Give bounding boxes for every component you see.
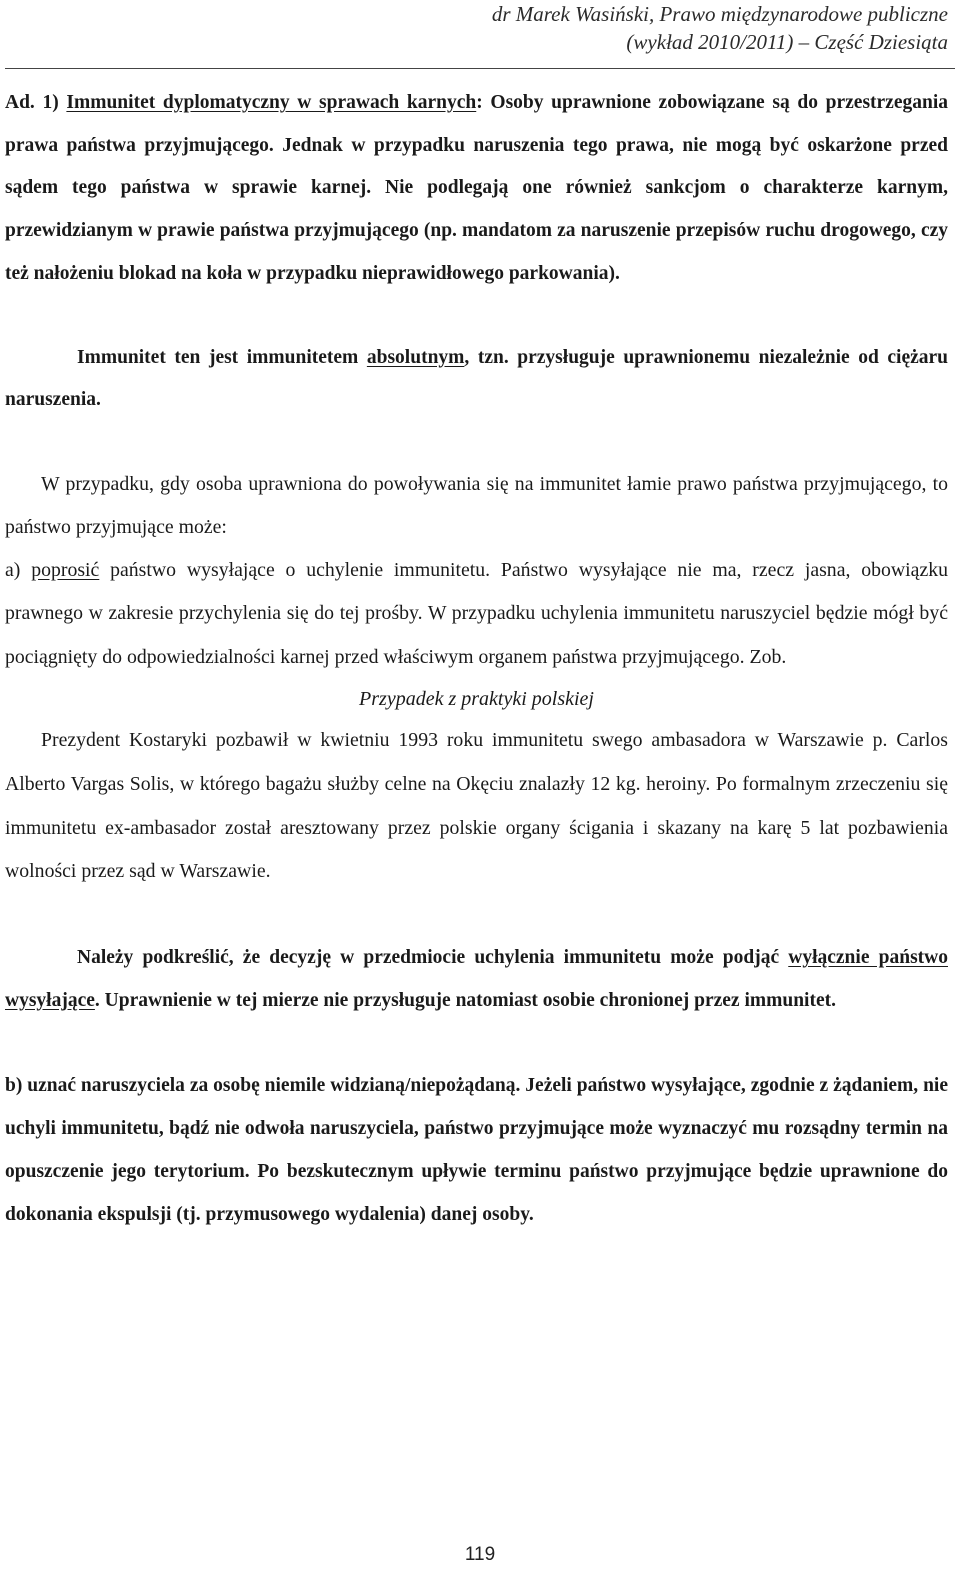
- paragraph-breach-options: W przypadku, gdy osoba uprawniona do powoływania się na immunitet łamie prawo państwa przyjmującego, to państwo przyjmujące może:: [5, 472, 948, 538]
- paragraph-waiver-decision: Należy podkreślić, że decyzję w przedmiocie uchylenia immunitetu może podjąć wyłącznie państwo wysyłające. Uprawnienie w tej mierze nie przysługuje natomiast osobie chronionej przez immunitet.: [5, 946, 948, 1011]
- case-description: Prezydent Kostaryki pozbawił w kwietniu 1993 roku immunitetu swego ambasadora w Warszawie p. Carlos Alberto Vargas Solis, w którego bagażu służby celne na Okęciu znalazły 12 kg. heroiny. Po formalnym zrzeczeniu się immunitetu ex-ambasador został aresztowany przez polskie organy ścigania i skazany na karę 5 lat pozbawienia wolności przez sąd w Warszawie.: [5, 729, 948, 883]
- header-divider: [5, 68, 955, 69]
- term-sending-state-only: wyłącznie państwo wysyłające: [5, 946, 948, 1011]
- header-lecture-info: (wykład 2010/2011) – Część Dziesiąta: [626, 30, 948, 54]
- paragraph-absolute-immunity: Immunitet ten jest immunitetem absolutnym, tzn. przysługuje uprawnionemu niezależnie od ciężaru naruszenia.: [5, 346, 949, 411]
- paragraph-criminal-immunity: Ad. 1) Immunitet dyplomatyczny w sprawach karnych: Osoby uprawnione zobowiązane są do przestrzegania prawa państwa przyjmującego. Jednak w przypadku naruszenia tego prawa, nie mogą być oskarżone przed sądem tego państwa w sprawie karnej. Nie podlegają one również sankcjom o charakterze karnym, przewidzianym w prawie państwa przyjmującego (np. mandatom za naruszenie przepisów ruchu drogowego, czy też nałożeniu blokad na koła w przypadku nieprawidłowego parkowania).: [5, 92, 949, 284]
- term-request: poprosić: [31, 558, 100, 581]
- paragraph-option-b: b) uznać naruszyciela za osobę niemile widzianą/niepożądaną. Jeżeli państwo wysyłające, zgodnie z żądaniem, nie uchyli immunitetu, bądź nie odwoła naruszyciela, państwo przyjmujące może wyznaczyć mu rozsądny termin na opuszczenie jego terytorium. Po bezskutecznym upływie terminu państwo przyjmujące będzie uprawnione do dokonania ekspulsji (tj. przymusowego wydalenia) danej osoby.: [5, 1074, 948, 1225]
- term-criminal-immunity: Immunitet dyplomatyczny w sprawach karnych: [66, 92, 477, 113]
- page-number: 119: [464, 1544, 496, 1565]
- paragraph-option-a: a) poprosić państwo wysyłające o uchylenie immunitetu. Państwo wysyłające nie ma, rzecz jasna, obowiązku prawnego w zakresie przychylenia się do tej prośby. W przypadku uchylenia immunitetu naruszyciel będzie mógł być pociągnięty do odpowiedzialności karnej przed właściwym organem państwa przyjmującego. Zob.: [5, 558, 949, 668]
- header-author-title: dr Marek Wasiński, Prawo międzynarodowe publiczne: [491, 2, 948, 26]
- term-absolute: absolutnym: [366, 346, 465, 368]
- document-body: [5, 82, 948, 1236]
- case-title: Przypadek z praktyki polskiej: [359, 688, 594, 711]
- page-header: [0, 0, 960, 72]
